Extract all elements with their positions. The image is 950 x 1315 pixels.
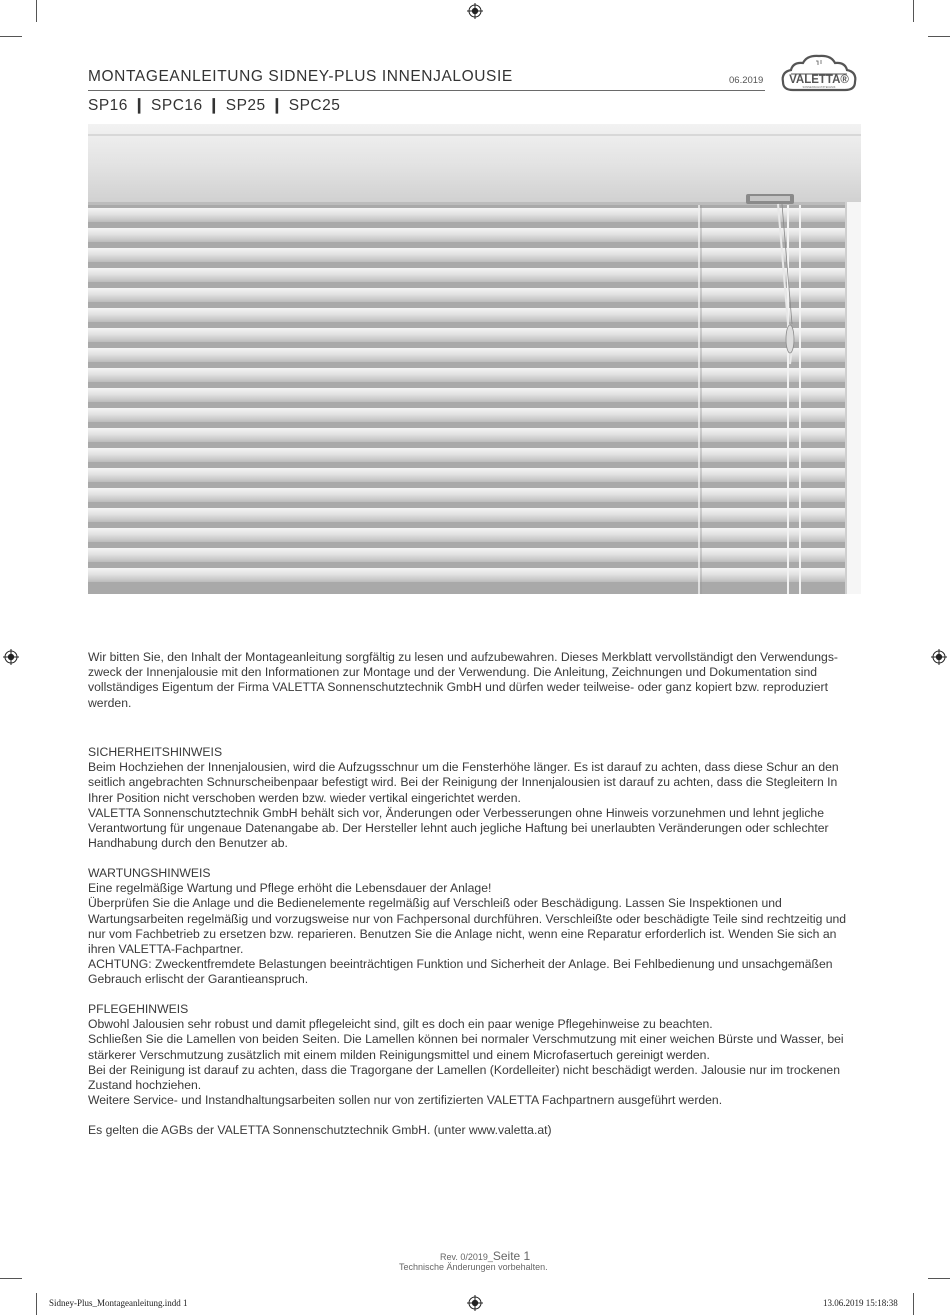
crop-mark bbox=[913, 1293, 914, 1315]
print-slug-filename: Sidney-Plus_Montageanleitung.indd 1 bbox=[49, 1298, 188, 1308]
section-text: Obwohl Jalousien sehr robust und damit pflegeleicht sind, gilt es doch ein paar wenige Pflegehinweise zu beachten. bbox=[88, 1017, 713, 1032]
intro-text: Wir bitten Sie, den Inhalt der Montageanleitung sorgfältig zu lesen und aufzubewahren. Dieses Merkblatt vervollständigt den Verwendungs-zweck der Innenjalousie mit den Informationen zur Montage und der Verwendung. Die Anleitung, Zeichnungen und Dokumentation sind vollständiges Eigentum der Firma VALETTA Sonnenschutztechnik GmbH und dürfen weder teilweise- oder ganz kopiert bzw. reproduziert werden. bbox=[88, 650, 838, 710]
section-text: Bei der Reinigung ist darauf zu achten, dass die Tragorgane der Lamellen (Kordelleiter) nicht beschädigt werden. Jalousie nur im trockenen Zustand hochziehen. bbox=[88, 1062, 840, 1093]
section-heading: PFLEGEHINWEIS bbox=[88, 1002, 189, 1016]
maintenance-section bbox=[88, 866, 860, 988]
agb-text: Es gelten die AGBs der VALETTA Sonnenschutztechnik GmbH. (unter www.valetta.at) bbox=[88, 1123, 552, 1137]
crop-mark bbox=[36, 1293, 37, 1315]
section-text: Beim Hochziehen der Innenjalousien, wird die Aufzugsschnur um die Fensterhöhe länger. Es ist darauf zu achten, dass diese Schur an den seitlich angebrachten Schnurscheibenpaar befestigt wird. Bei der Reinigung der Innenjalousien ist darauf zu achten, dass die Stegleitern In Ihrer Position nicht verschoben werden bzw. wieder vertikal eingerichtet werden. bbox=[88, 760, 839, 805]
registration-mark-icon bbox=[931, 649, 947, 665]
title-divider bbox=[88, 90, 765, 91]
registration-mark-icon bbox=[467, 3, 483, 19]
page-number: Seite 1 bbox=[492, 1249, 531, 1263]
intro-paragraph bbox=[88, 650, 860, 711]
section-text: VALETTA Sonnenschutztechnik GmbH behält sich vor, Änderungen oder Verbesserungen ohne Hinweis vorzunehmen und lehnt jegliche Verantwortung für ungenaue Datenangabe ab. Der Hersteller lehnt auch jegliche Haftung bei unerlaubten Veränderungen oder schlechter Handhabung durch den Benutzer ab. bbox=[88, 805, 829, 851]
crop-mark bbox=[928, 36, 950, 37]
footer-note: Technische Änderungen vorbehalten. bbox=[399, 1262, 548, 1272]
model-list: SP16 ❙ SPC16 ❙ SP25 ❙ SPC25 bbox=[88, 97, 341, 114]
document-date: 06.2019 bbox=[729, 75, 764, 86]
section-text: Überprüfen Sie die Anlage und die Bedienelemente regelmäßig auf Verschleiß oder Beschädigung. Lassen Sie Inspektionen und Wartungsarbeiten regelmäßig und vorzugsweise nur von Fachpersonal durchführen. Verschleißte oder beschädigte Teile sind rechtzeitig und nur vom Fachbetrieb zu ersetzen bzw. reparieren. Benutzen Sie die Anlage nicht, wenn eine Reparatur erforderlich ist. Wenden Sie sich an ihren VALETTA-Fachpartner. bbox=[88, 896, 847, 957]
blind-illustration bbox=[88, 124, 861, 594]
document-title: MONTAGEANLEITUNG SIDNEY-PLUS INNENJALOUSIE bbox=[88, 68, 513, 85]
section-heading: WARTUNGSHINWEIS bbox=[88, 866, 211, 880]
logo-wordmark: VALETTA® bbox=[789, 74, 849, 86]
product-photo-blind bbox=[88, 124, 861, 594]
section-heading: SICHERHEITSHINWEIS bbox=[88, 745, 223, 759]
logo-subtext: SONNENSCHUTZTECHNIK bbox=[802, 86, 836, 89]
section-text: ACHTUNG: Zweckentfremdete Belastungen beeinträchtigen Funktion und Sicherheit der Anlage. Bei Fehlbedienung und unsachgemäßen Gebrauch erlischt der Garantieanspruch. bbox=[88, 957, 833, 987]
section-text: Schließen Sie die Lamellen von beiden Seiten. Die Lamellen können bei normaler Verschmutzung mit einer weichen Bürste und Wasser, bei stärkerer Verschmutzung zusätzlich mit einem milden Reinigungsmittel und einem Microfasertuch gereinigt werden. bbox=[88, 1032, 844, 1062]
crop-mark bbox=[0, 36, 22, 37]
print-slug-timestamp: 13.06.2019 15:18:38 bbox=[823, 1298, 898, 1308]
valetta-logo bbox=[777, 52, 861, 92]
agb-notice bbox=[88, 1123, 860, 1138]
crop-mark bbox=[0, 1278, 22, 1279]
section-text: Eine regelmäßige Wartung und Pflege erhöht die Lebensdauer der Anlage! bbox=[88, 881, 492, 896]
page-footer-revision bbox=[440, 1249, 530, 1263]
crop-mark bbox=[913, 0, 914, 22]
crop-mark bbox=[36, 0, 37, 22]
registration-mark-icon bbox=[3, 649, 19, 665]
section-text: Weitere Service- und Instandhaltungsarbeiten sollen nur von zertifizierten VALETTA Fachpartnern ausgeführt werden. bbox=[88, 1093, 723, 1108]
revision-label: Rev. 0/2019_ bbox=[440, 1252, 493, 1262]
crop-mark bbox=[928, 1278, 950, 1279]
care-section bbox=[88, 1002, 860, 1108]
registration-mark-icon bbox=[467, 1295, 483, 1311]
safety-section bbox=[88, 745, 860, 851]
